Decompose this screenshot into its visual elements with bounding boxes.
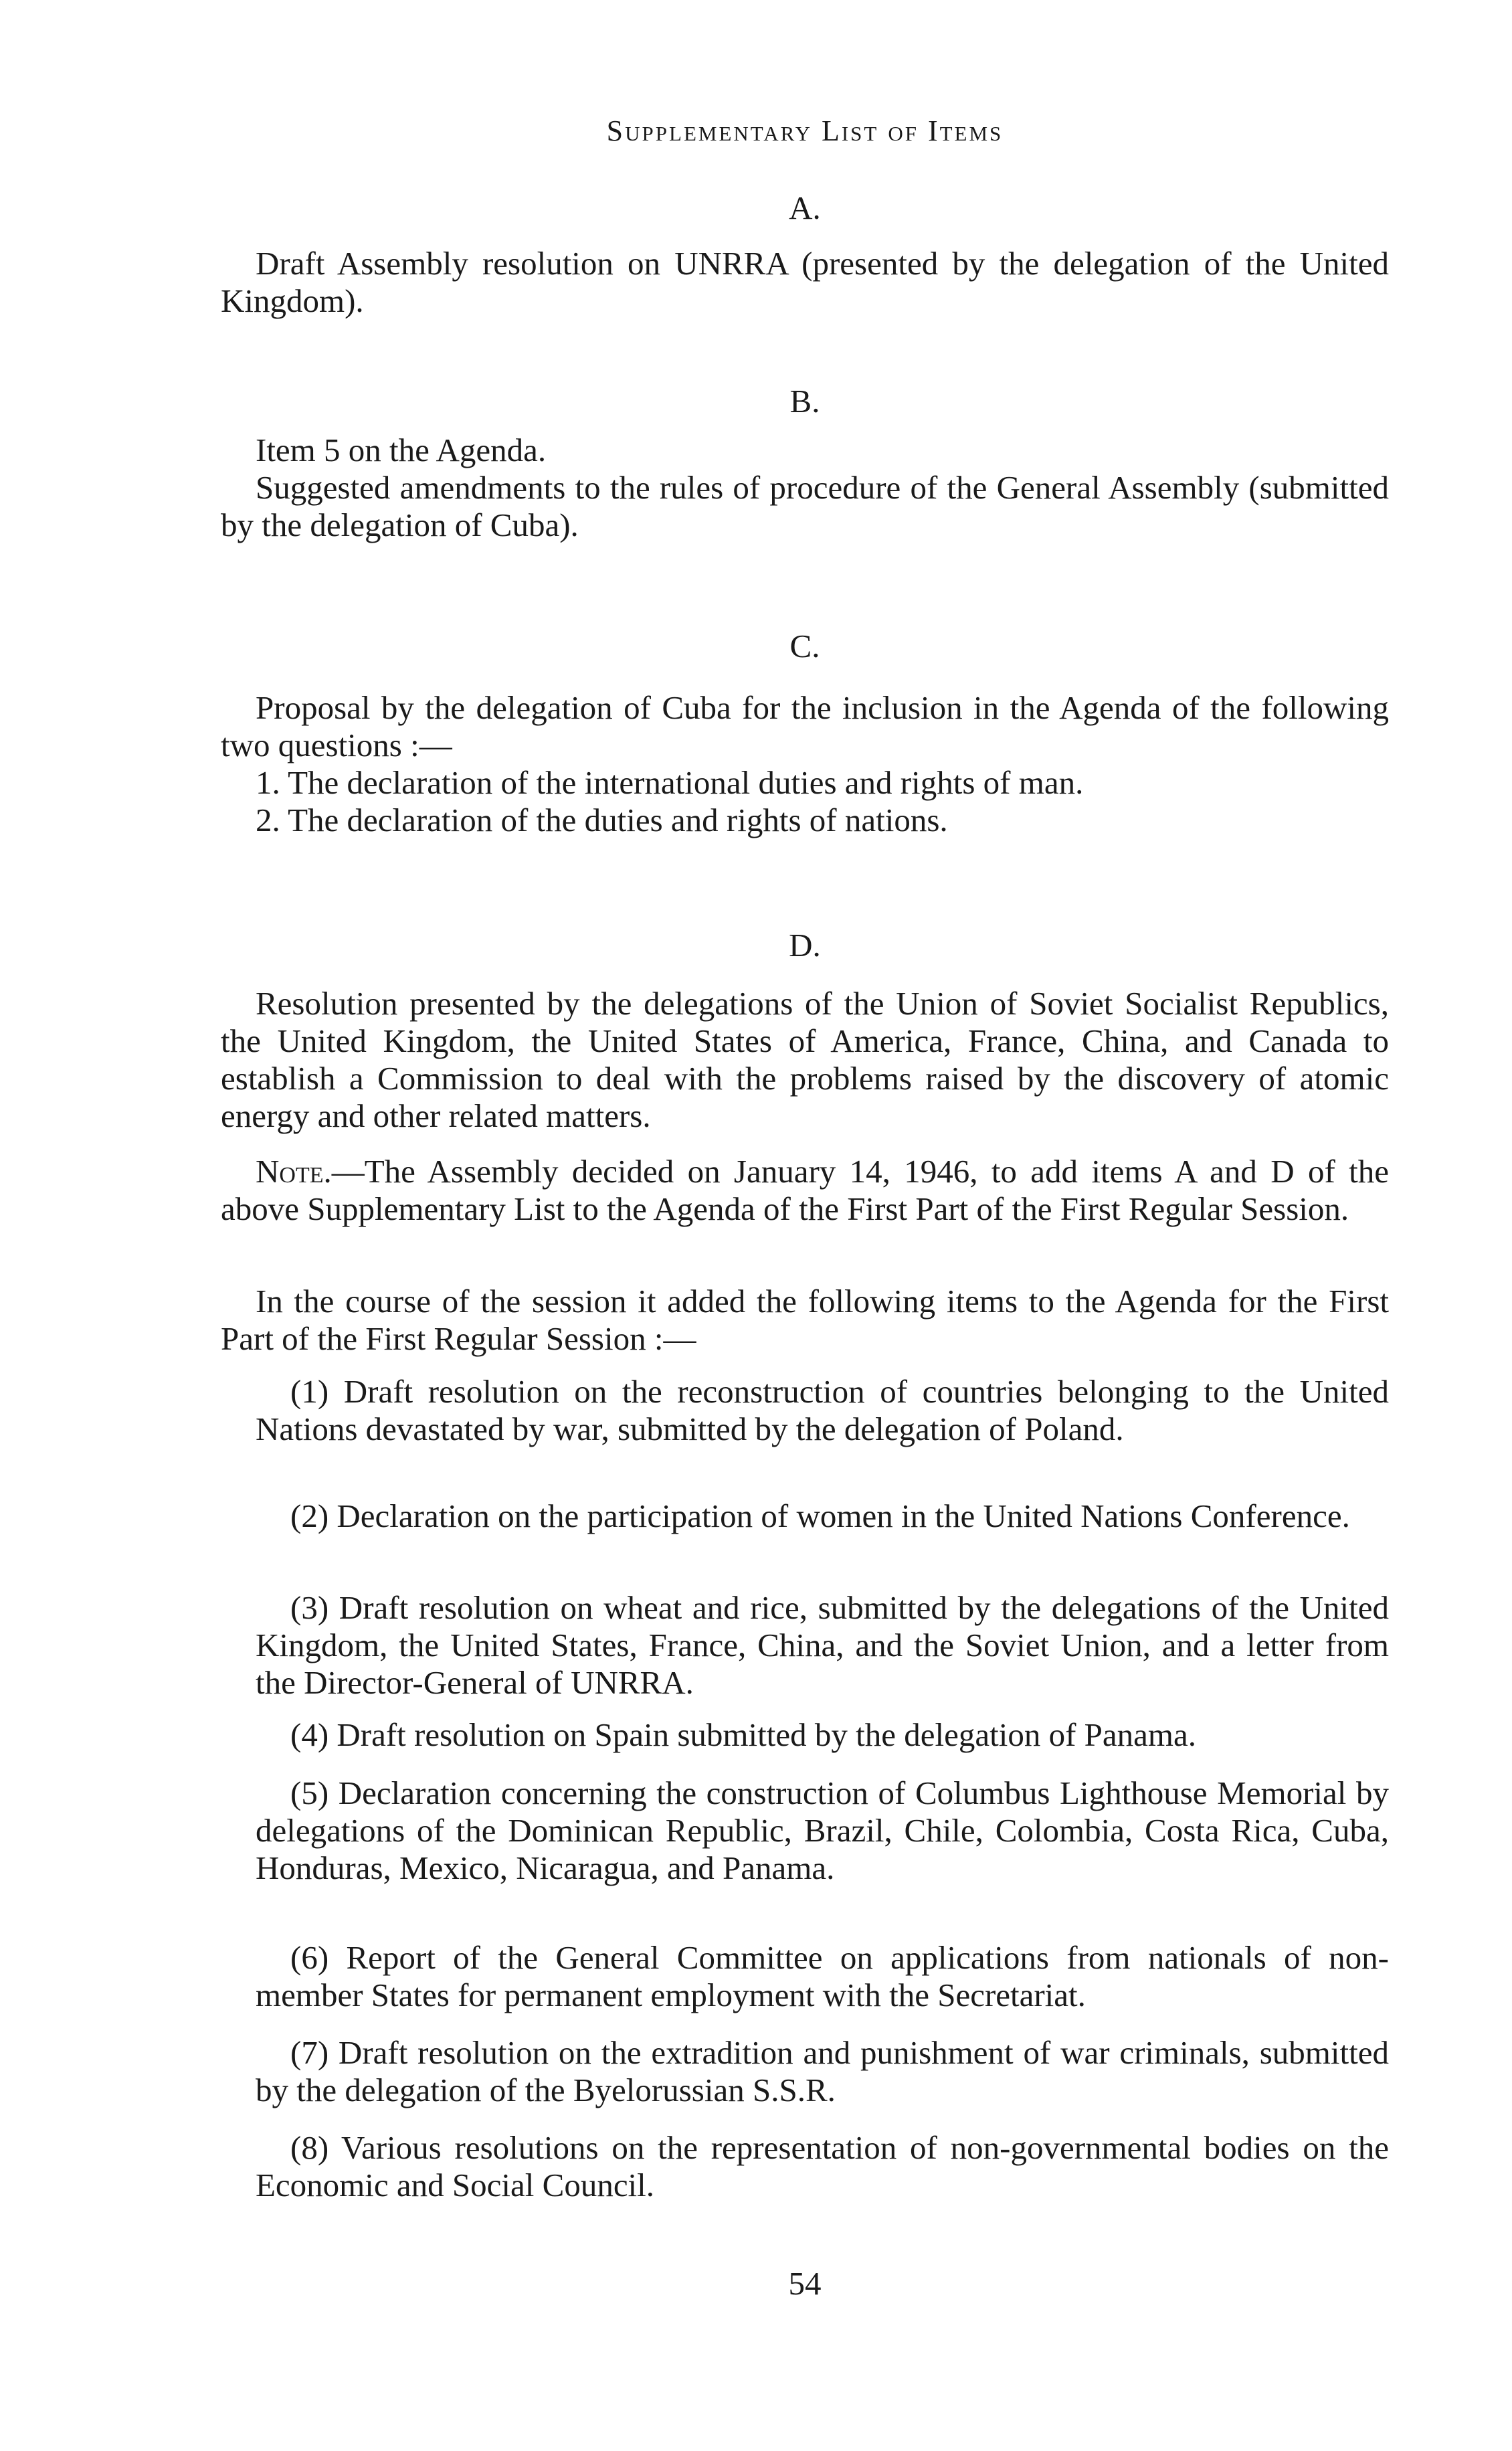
section-a-text: Draft Assembly resolution on UNRRA (presented by the delegation of the United Kingdom). (221, 245, 1389, 319)
section-c-question-1: 1. The declaration of the international duties and rights of man. (256, 764, 1084, 801)
section-b-line2: Suggested amendments to the rules of procedure of the General Assembly (submitted by the delegation of Cuba). (221, 469, 1389, 543)
note-paragraph (221, 1153, 1389, 1228)
list-item: (3) Draft resolution on wheat and rice, submitted by the delegations of the United Kingdom, the United States, France, China, and the Soviet Union, and a letter from the Director-General of UNRRA. (256, 1589, 1389, 1701)
section-b-heading: B. (789, 383, 820, 420)
list-item: (5) Declaration concerning the construction of Columbus Lighthouse Memorial by delegations of the Dominican Republic, Brazil, Chile, Colombia, Costa Rica, Cuba, Honduras, Mexico, Nicaragua, and Panama. (256, 1775, 1389, 1886)
list-item: (7) Draft resolution on the extradition and punishment of war criminals, submitted by the delegation of the Byelorussian S.S.R. (256, 2034, 1389, 2108)
running-title: Supplementary List of Items (606, 114, 1004, 147)
list-item: (4) Draft resolution on Spain submitted by the delegation of Panama. (290, 1716, 1197, 1753)
list-item: (2) Declaration on the participation of women in the United Nations Conference. (290, 1497, 1350, 1534)
section-d-text: Resolution presented by the delegations of the Union of Soviet Socialist Republics, the United Kingdom, the United States of America, France, China, and Canada to establish a Commission to deal with the problems raised by the discovery of atomic energy and other related matters. (221, 985, 1389, 1134)
note-text: —The Assembly decided on January 14, 1946, to add items A and D of the above Supplementary List to the Agenda of the First Part of the First Regular Session. (221, 1153, 1389, 1227)
list-item: (6) Report of the General Committee on applications from nationals of non-member States for permanent employment with the Secretariat. (256, 1939, 1389, 2013)
section-b-line1: Item 5 on the Agenda. (256, 432, 547, 468)
items-intro: In the course of the session it added the following items to the Agenda for the First Part of the First Regular Session :— (221, 1283, 1389, 1357)
section-a-heading: A. (789, 189, 821, 226)
section-d-heading: D. (789, 927, 821, 964)
list-item: (8) Various resolutions on the representation of non-governmental bodies on the Economic and Social Council. (256, 2129, 1389, 2203)
page-number: 54 (788, 2265, 822, 2302)
section-c-text: Proposal by the delegation of Cuba for the inclusion in the Agenda of the following two questions :— (221, 689, 1389, 763)
list-item: (1) Draft resolution on the reconstruction of countries belonging to the United Nations devastated by war, submitted by the delegation of Poland. (256, 1373, 1389, 1447)
section-c-heading: C. (789, 628, 820, 664)
note-label: Note. (256, 1153, 332, 1190)
section-c-question-2: 2. The declaration of the duties and rights of nations. (256, 802, 948, 838)
